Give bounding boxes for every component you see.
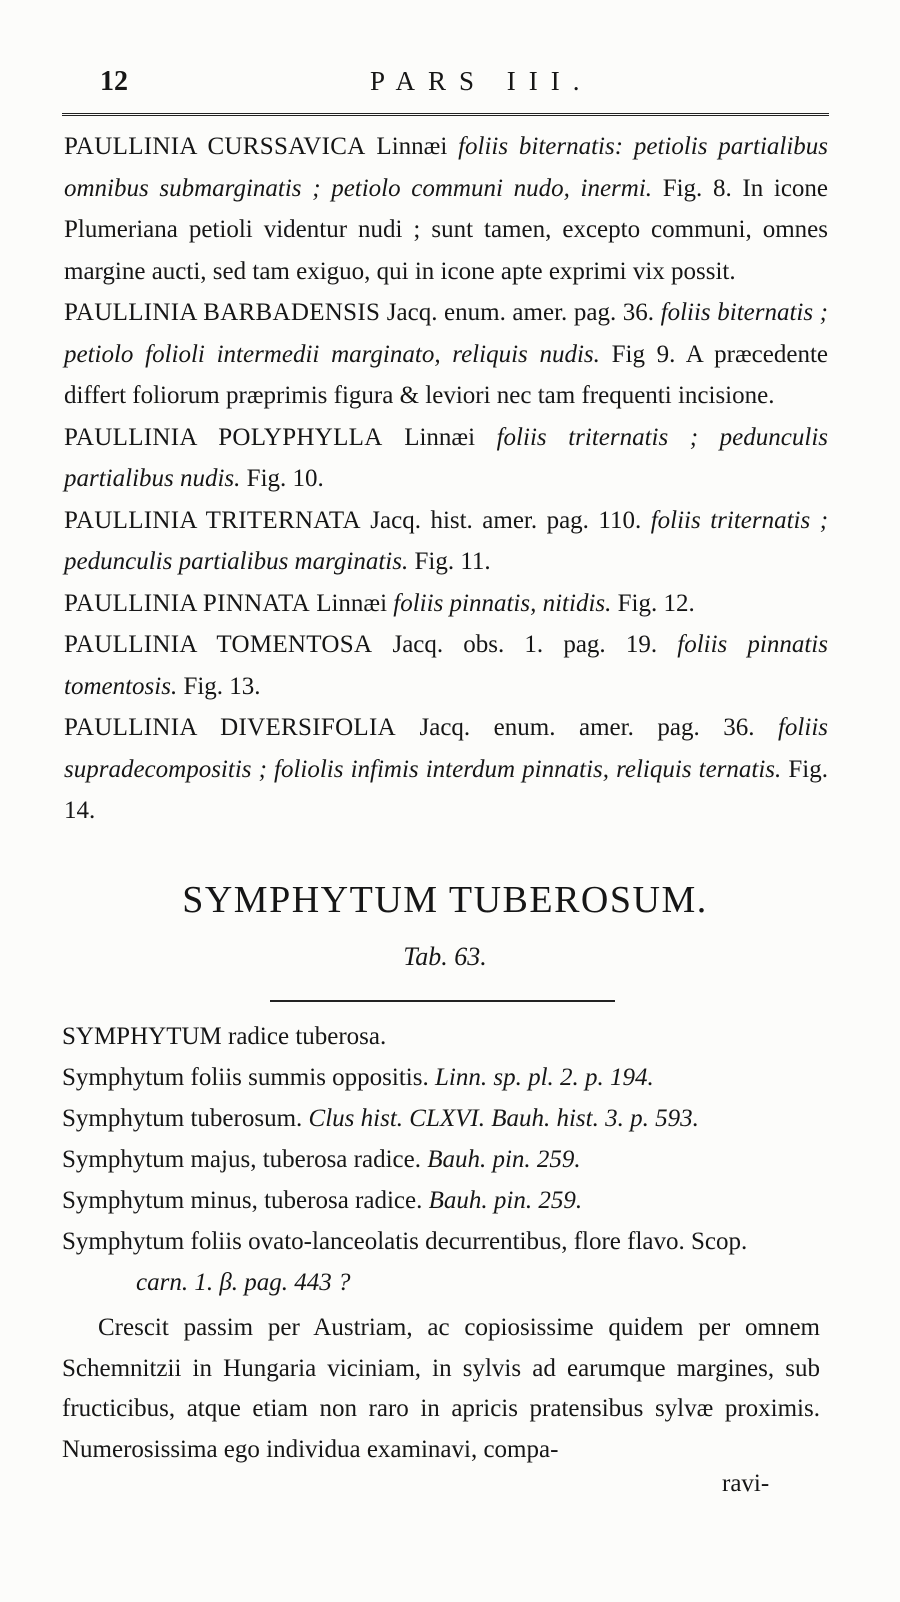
synonym-text: Symphytum minus, tuberosa radice. [62, 1187, 423, 1214]
species-diagnosis: foliis triternatis ; pedunculis partialibus nudis. [64, 423, 828, 492]
synonym-line [62, 1057, 822, 1098]
figure-reference: Fig. 12. [617, 589, 695, 617]
species-entry [64, 707, 828, 832]
figure-reference: Fig. 11. [414, 548, 491, 575]
figure-reference: Fig. 10. [246, 465, 324, 492]
body-text [62, 1308, 820, 1470]
header-rule [62, 113, 829, 119]
synonym-line [62, 1098, 822, 1139]
species-name: PAULLINIA BARBADENSIS [64, 299, 381, 326]
synonym-line-continued [62, 1262, 822, 1303]
species-entry [64, 624, 828, 707]
synonym-line [62, 1016, 822, 1057]
species-entry [64, 583, 828, 625]
synonym-text: Symphytum foliis ovato-lanceolatis decurrentibus, flore flavo. Scop. [62, 1228, 748, 1255]
synonym-text: Symphytum foliis summis oppositis. [62, 1064, 429, 1091]
species-diagnosis: foliis biternatis ; petiolo folioli intermedii marginato, reliquis nudis. [64, 299, 828, 368]
figure-reference: Fig 9. [611, 340, 676, 368]
species-diagnosis: foliis supradecompositis ; foliolis infimis interdum pinnatis, reliquis ternatis. [64, 714, 828, 783]
synonym-citation: carn. 1. β. pag. 443 ? [136, 1269, 351, 1296]
species-name: PAULLINIA TRITERNATA [64, 506, 361, 534]
species-author: Linnæi [376, 133, 448, 160]
synonym-text: Symphytum majus, tuberosa radice. [62, 1146, 421, 1173]
species-entry [64, 292, 828, 417]
body-paragraph: Crescit passim per Austriam, ac copiosissime quidem per omnem Schemnitzii in Hungaria viciniam, in sylvis ad earumque margines, sub fructicibus, atque etiam non raro in apricis pratensibus sylvæ proximis. Numerosissima ego individua examinavi, compa- [62, 1314, 820, 1463]
species-author: Jacq. hist. amer. pag. 110. [370, 506, 642, 534]
synonym-line [62, 1180, 822, 1221]
section-title: SYMPHYTUM TUBEROSUM. [182, 879, 708, 921]
species-author: Jacq. obs. 1. pag. 19. [392, 631, 658, 658]
species-note: A præcedente differt foliorum præprimis figura & leviori nec tam frequenti incisione. [64, 340, 829, 409]
species-entries [64, 126, 828, 832]
synonym-list [62, 1016, 822, 1303]
figure-reference: Fig. 14. [64, 755, 829, 824]
species-name: PAULLINIA POLYPHYLLA [64, 423, 383, 451]
species-entry [64, 417, 828, 500]
species-entry [64, 500, 828, 583]
synonym-text: SYMPHYTUM radice tuberosa. [62, 1023, 387, 1050]
species-diagnosis: foliis pinnatis, nitidis. [393, 589, 612, 617]
species-entry [64, 126, 828, 292]
plate-reference: Tab. 63. [403, 942, 487, 971]
section-rule [270, 1000, 615, 1002]
species-name: PAULLINIA DIVERSIFOLIA [64, 714, 396, 741]
figure-reference: Fig. 13. [183, 672, 261, 700]
species-author: Jacq. enum. amer. pag. 36. [386, 299, 655, 326]
synonym-line [62, 1139, 822, 1180]
species-diagnosis: foliis triternatis ; pedunculis partialibus marginatis. [64, 506, 829, 575]
synonym-text: Symphytum tuberosum. [62, 1105, 303, 1132]
species-author: Linnæi [316, 589, 388, 617]
species-diagnosis: foliis pinnatis tomentosis. [64, 631, 828, 700]
species-note: In icone Plumeriana petioli videntur nudi ; sunt tamen, excepto communi, omnes margine aucti, sed tam exiguo, qui in icone apte exprimi vix possit. [64, 174, 829, 285]
species-diagnosis: foliis biternatis: petiolis partialibus omnibus submarginatis ; petiolo communi nudo, inermi. [64, 133, 829, 202]
page-number: 12 [100, 66, 128, 97]
catchword: ravi- [722, 1470, 770, 1497]
synonym-line [62, 1221, 822, 1262]
running-head: PARS III. [370, 66, 593, 96]
synonym-citation: Linn. sp. pl. 2. p. 194. [434, 1064, 654, 1091]
species-author: Linnæi [404, 423, 476, 451]
species-author: Jacq. enum. amer. pag. 36. [419, 714, 755, 741]
species-name: PAULLINIA CURSSAVICA [64, 133, 366, 160]
species-name: PAULLINIA PINNATA [64, 589, 310, 617]
page-header [0, 66, 900, 106]
synonym-citation: Bauh. pin. 259. [428, 1187, 583, 1214]
synonym-citation: Clus hist. CLXVI. Bauh. hist. 3. p. 593. [308, 1105, 699, 1132]
synonym-citation: Bauh. pin. 259. [427, 1146, 581, 1173]
figure-reference: Fig. 8. [662, 174, 732, 202]
species-name: PAULLINIA TOMENTOSA [64, 631, 373, 658]
